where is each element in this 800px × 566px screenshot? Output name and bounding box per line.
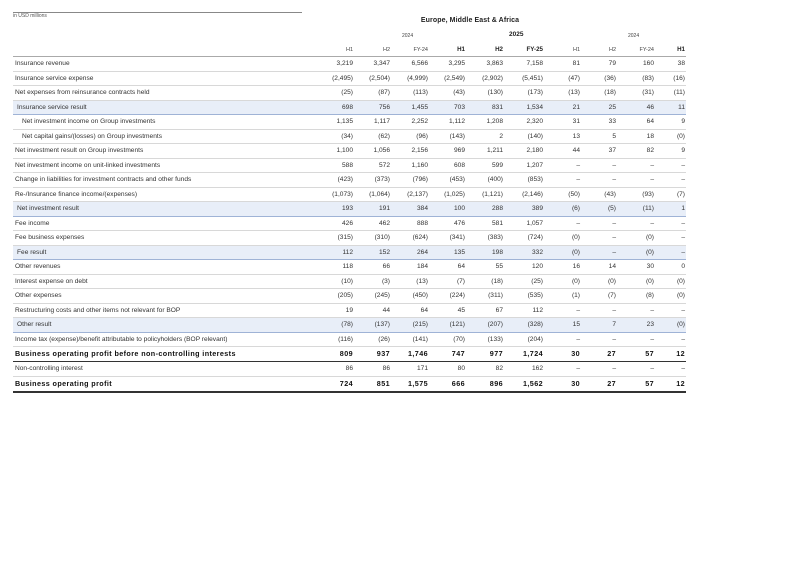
cell-value: (2,495) [313,71,354,86]
table-row [13,202,686,217]
cell-value: 2,180 [504,144,544,159]
cell-value: 64 [429,260,466,275]
cell-value: (450) [391,289,429,304]
cell-value: – [581,231,617,246]
cell-value: 6,566 [391,57,429,72]
cell-value: – [544,173,581,188]
cell-value: – [617,362,655,377]
cell-value: (624) [391,231,429,246]
cell-value: (137) [354,318,391,333]
table-row [13,318,686,333]
cell-value: (7) [429,274,466,289]
col-header: H1 [655,44,686,57]
cell-value: 3,219 [313,57,354,72]
cell-value: 162 [504,362,544,377]
cell-value: 1,117 [354,115,391,130]
row-label: Net investment result on Group investments [13,144,313,159]
cell-value: 384 [391,202,429,217]
cell-value: 3,295 [429,57,466,72]
cell-value: 5 [581,129,617,144]
cell-value: 896 [466,376,504,392]
cell-value: – [581,173,617,188]
cell-value: 57 [617,347,655,362]
cell-value: 7,158 [504,57,544,72]
cell-value: (0) [617,274,655,289]
cell-value: – [655,362,686,377]
cell-value: 937 [354,347,391,362]
cell-value: 703 [429,100,466,115]
year-label-2024-left: 2024 [402,33,414,39]
cell-value: 977 [466,347,504,362]
cell-value: – [617,158,655,173]
year-label-2024-right: 2024 [628,33,640,39]
row-label: Other expenses [13,289,313,304]
cell-value: 332 [504,245,544,260]
top-rule [13,12,302,13]
cell-value: 30 [617,260,655,275]
cell-value: 462 [354,216,391,231]
cell-value: (0) [617,231,655,246]
cell-value: 851 [354,376,391,392]
col-header: FY-25 [504,44,544,57]
cell-value: 160 [617,57,655,72]
cell-value: (0) [655,289,686,304]
cell-value: (31) [617,86,655,101]
cell-value: 1,160 [391,158,429,173]
cell-value: 184 [391,260,429,275]
cell-value: 120 [504,260,544,275]
table-row [13,289,686,304]
row-label: Other result [13,318,313,333]
cell-value: (121) [429,318,466,333]
table-row [13,362,686,377]
row-label: Fee income [13,216,313,231]
row-label: Insurance revenue [13,57,313,72]
cell-value: – [655,332,686,347]
cell-value: (245) [354,289,391,304]
cell-value: – [544,216,581,231]
cell-value: 16 [544,260,581,275]
table-row [13,144,686,159]
cell-value: (18) [466,274,504,289]
cell-value: 11 [655,100,686,115]
cell-value: (4,999) [391,71,429,86]
cell-value: (1,064) [354,187,391,202]
cell-value: (7) [655,187,686,202]
cell-value: – [544,362,581,377]
cell-value: (2,146) [504,187,544,202]
table-row [13,129,686,144]
cell-value: – [581,216,617,231]
table-body [13,44,686,392]
cell-value: 476 [429,216,466,231]
row-label: Insurance service result [13,100,313,115]
cell-value: 2,320 [504,115,544,130]
col-header: H1 [313,44,354,57]
cell-value: (0) [544,245,581,260]
cell-value: (535) [504,289,544,304]
cell-value: 81 [544,57,581,72]
cell-value: (1,073) [313,187,354,202]
table-row [13,303,686,318]
cell-value: (26) [354,332,391,347]
cell-value: (310) [354,231,391,246]
cell-value: 1,575 [391,376,429,392]
row-label: Interest expense on debt [13,274,313,289]
cell-value: (43) [429,86,466,101]
row-label: Other revenues [13,260,313,275]
cell-value: (116) [313,332,354,347]
cell-value: 44 [354,303,391,318]
cell-value: 23 [617,318,655,333]
cell-value: (25) [313,86,354,101]
cell-value: (204) [504,332,544,347]
cell-value: (400) [466,173,504,188]
cell-value: (0) [655,129,686,144]
table-row [13,173,686,188]
cell-value: 389 [504,202,544,217]
cell-value: – [581,303,617,318]
cell-value: 19 [313,303,354,318]
column-header-row [13,44,686,57]
cell-value: 18 [617,129,655,144]
table-row [13,347,686,362]
col-header: H1 [544,44,581,57]
cell-value: (141) [391,332,429,347]
table-row [13,231,686,246]
cell-value: – [544,158,581,173]
cell-value: 888 [391,216,429,231]
cell-value: – [655,303,686,318]
cell-value: 15 [544,318,581,333]
cell-value: (93) [617,187,655,202]
cell-value: – [655,158,686,173]
cell-value: – [581,158,617,173]
cell-value: (224) [429,289,466,304]
cell-value: (311) [466,289,504,304]
cell-value: 588 [313,158,354,173]
cell-value: (0) [655,274,686,289]
table-row [13,260,686,275]
table-row [13,158,686,173]
cell-value: 747 [429,347,466,362]
cell-value: 198 [466,245,504,260]
cell-value: 3,863 [466,57,504,72]
cell-value: 118 [313,260,354,275]
cell-value: 171 [391,362,429,377]
cell-value: (1,121) [466,187,504,202]
cell-value: (70) [429,332,466,347]
cell-value: 426 [313,216,354,231]
cell-value: (13) [391,274,429,289]
cell-value: 86 [313,362,354,377]
cell-value: (173) [504,86,544,101]
cell-value: (205) [313,289,354,304]
cell-value: (62) [354,129,391,144]
row-label: Non-controlling interest [13,362,313,377]
cell-value: (373) [354,173,391,188]
cell-value: (34) [313,129,354,144]
cell-value: 112 [504,303,544,318]
header-spacer [13,44,313,57]
cell-value: (96) [391,129,429,144]
cell-value: 100 [429,202,466,217]
col-header: FY-24 [391,44,429,57]
cell-value: 193 [313,202,354,217]
region-title: Europe, Middle East & Africa [420,17,520,24]
cell-value: (0) [617,245,655,260]
cell-value: 809 [313,347,354,362]
cell-value: (113) [391,86,429,101]
cell-value: – [544,332,581,347]
cell-value: 27 [581,376,617,392]
row-label: Net investment income on unit-linked investments [13,158,313,173]
cell-value: (47) [544,71,581,86]
cell-value: (423) [313,173,354,188]
cell-value: 37 [581,144,617,159]
col-header: H2 [581,44,617,57]
cell-value: (6) [544,202,581,217]
cell-value: 45 [429,303,466,318]
cell-value: 1,112 [429,115,466,130]
table-row [13,332,686,347]
cell-value: 1,724 [504,347,544,362]
cell-value: 1,562 [504,376,544,392]
cell-value: (11) [655,86,686,101]
cell-value: 82 [617,144,655,159]
cell-value: (78) [313,318,354,333]
cell-value: 152 [354,245,391,260]
table-row [13,115,686,130]
cell-value: (50) [544,187,581,202]
cell-value: 1,056 [354,144,391,159]
cell-value: 64 [391,303,429,318]
table-row [13,187,686,202]
cell-value: 9 [655,115,686,130]
cell-value: – [581,245,617,260]
cell-value: – [544,303,581,318]
row-label: Fee business expenses [13,231,313,246]
cell-value: 2,252 [391,115,429,130]
cell-value: 12 [655,376,686,392]
cell-value: (8) [617,289,655,304]
cell-value: (0) [544,274,581,289]
cell-value: 288 [466,202,504,217]
cell-value: 724 [313,376,354,392]
cell-value: 27 [581,347,617,362]
cell-value: 14 [581,260,617,275]
cell-value: 64 [617,115,655,130]
cell-value: (2,902) [466,71,504,86]
cell-value: 21 [544,100,581,115]
cell-value: (140) [504,129,544,144]
cell-value: 698 [313,100,354,115]
cell-value: – [655,173,686,188]
cell-value: 969 [429,144,466,159]
financial-table [13,44,686,393]
cell-value: (143) [429,129,466,144]
cell-value: 1,534 [504,100,544,115]
cell-value: (36) [581,71,617,86]
table-row [13,274,686,289]
cell-value: 25 [581,100,617,115]
cell-value: 191 [354,202,391,217]
cell-value: (0) [655,318,686,333]
cell-value: (11) [617,202,655,217]
cell-value: 44 [544,144,581,159]
cell-value: (2,504) [354,71,391,86]
unit-note: in USD millions [13,13,47,19]
cell-value: (7) [581,289,617,304]
cell-value: 9 [655,144,686,159]
cell-value: 1,211 [466,144,504,159]
cell-value: (43) [581,187,617,202]
cell-value: 1,100 [313,144,354,159]
cell-value: 82 [466,362,504,377]
cell-value: (1) [544,289,581,304]
cell-value: 33 [581,115,617,130]
cell-value: (853) [504,173,544,188]
row-label: Business operating profit before non-controlling interests [13,347,313,362]
cell-value: (0) [544,231,581,246]
cell-value: 1,746 [391,347,429,362]
table-row [13,245,686,260]
cell-value: 608 [429,158,466,173]
table-row [13,86,686,101]
cell-value: 80 [429,362,466,377]
cell-value: 66 [354,260,391,275]
cell-value: (724) [504,231,544,246]
col-header: H2 [466,44,504,57]
col-header: FY-24 [617,44,655,57]
cell-value: 0 [655,260,686,275]
cell-value: 2 [466,129,504,144]
row-label: Net investment income on Group investments [13,115,313,130]
cell-value: 264 [391,245,429,260]
cell-value: 13 [544,129,581,144]
cell-value: (10) [313,274,354,289]
cell-value: (133) [466,332,504,347]
row-label: Business operating profit [13,376,313,392]
cell-value: 1,455 [391,100,429,115]
cell-value: – [617,216,655,231]
cell-value: (25) [504,274,544,289]
col-header: H1 [429,44,466,57]
row-label: Net investment result [13,202,313,217]
cell-value: – [581,362,617,377]
cell-value: 831 [466,100,504,115]
cell-value: 12 [655,347,686,362]
cell-value: – [655,245,686,260]
cell-value: (5,451) [504,71,544,86]
cell-value: (315) [313,231,354,246]
cell-value: 1 [655,202,686,217]
cell-value: (453) [429,173,466,188]
cell-value: (3) [354,274,391,289]
cell-value: – [655,231,686,246]
cell-value: 46 [617,100,655,115]
row-label: Income tax (expense)/benefit attributable to policyholders (BOP relevant) [13,332,313,347]
table-row [13,57,686,72]
cell-value: (130) [466,86,504,101]
row-label: Insurance service expense [13,71,313,86]
cell-value: 1,135 [313,115,354,130]
cell-value: – [617,303,655,318]
cell-value: 30 [544,347,581,362]
cell-value: 572 [354,158,391,173]
cell-value: 79 [581,57,617,72]
cell-value: 112 [313,245,354,260]
cell-value: 30 [544,376,581,392]
cell-value: 57 [617,376,655,392]
cell-value: 3,347 [354,57,391,72]
cell-value: (328) [504,318,544,333]
cell-value: 55 [466,260,504,275]
cell-value: 38 [655,57,686,72]
row-label: Net capital gains/(losses) on Group investments [13,129,313,144]
cell-value: (16) [655,71,686,86]
table-row [13,100,686,115]
cell-value: 1,057 [504,216,544,231]
cell-value: 135 [429,245,466,260]
cell-value: 1,207 [504,158,544,173]
cell-value: (2,549) [429,71,466,86]
cell-value: 666 [429,376,466,392]
cell-value: (83) [617,71,655,86]
cell-value: 31 [544,115,581,130]
cell-value: (1,025) [429,187,466,202]
cell-value: (13) [544,86,581,101]
year-label-2025: 2025 [509,31,524,38]
cell-value: (207) [466,318,504,333]
cell-value: (0) [581,274,617,289]
table-row [13,71,686,86]
cell-value: (5) [581,202,617,217]
row-label: Re-/Insurance finance income/(expenses) [13,187,313,202]
row-label: Fee result [13,245,313,260]
cell-value: 86 [354,362,391,377]
cell-value: 581 [466,216,504,231]
cell-value: (383) [466,231,504,246]
cell-value: – [655,216,686,231]
cell-value: – [581,332,617,347]
cell-value: 1,208 [466,115,504,130]
col-header: H2 [354,44,391,57]
cell-value: 599 [466,158,504,173]
cell-value: (18) [581,86,617,101]
cell-value: (796) [391,173,429,188]
cell-value: – [617,173,655,188]
row-label: Restructuring costs and other items not relevant for BOP [13,303,313,318]
cell-value: – [617,332,655,347]
cell-value: (87) [354,86,391,101]
table-row [13,216,686,231]
cell-value: (215) [391,318,429,333]
cell-value: (341) [429,231,466,246]
cell-value: 67 [466,303,504,318]
cell-value: 2,156 [391,144,429,159]
cell-value: 756 [354,100,391,115]
table-row [13,376,686,392]
row-label: Change in liabilities for investment contracts and other funds [13,173,313,188]
row-label: Net expenses from reinsurance contracts held [13,86,313,101]
cell-value: 7 [581,318,617,333]
cell-value: (2,137) [391,187,429,202]
